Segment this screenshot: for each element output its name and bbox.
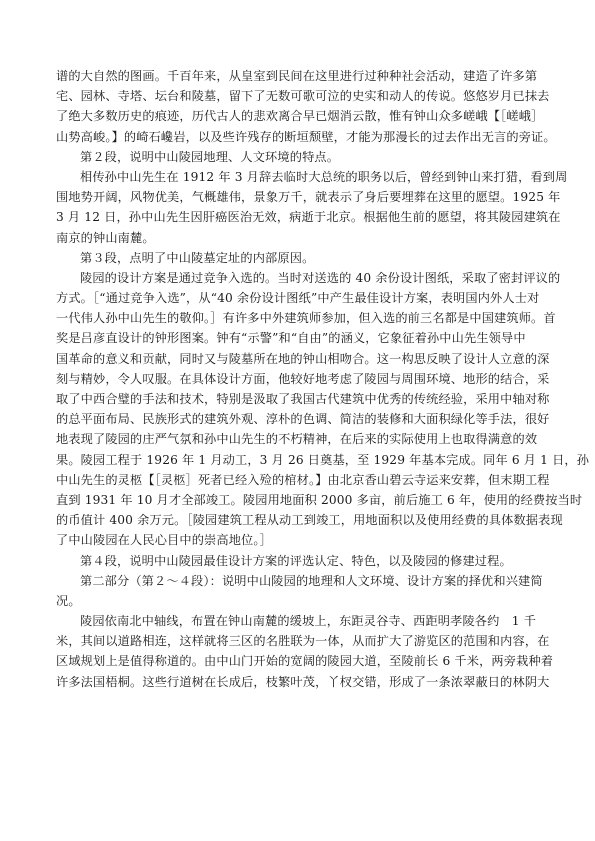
- text-line: 的总平面布局、民族形式的建筑外观、淳朴的色调、简洁的装修和大面积绿化等手法，很好: [56, 412, 550, 427]
- text-line: 的币值计 400 余万元。［陵园建筑工程从动工到竣工，用地面积以及使用经费的具体数据表现: [56, 513, 563, 528]
- text-line: 3 月 12 日，孙中山先生因肝癌医治无效，病逝于北京。根据他生前的愿望，将其陵园建筑在: [56, 210, 561, 225]
- text-line: 地表现了陵园的庄严气氛和孙中山先生的不朽精神，在后来的实际使用上也取得满意的效: [56, 432, 538, 447]
- text-line: 南京的钟山南麓。: [56, 230, 155, 245]
- text-line: 陵园依南北中轴线，布置在钟山南麓的缓坡上，东距灵谷寺、西距明孝陵各约 1 千: [80, 614, 537, 629]
- text-line: 相传孙中山先生在 1912 年 3 月辞去临时大总统的职务以后，曾经到钟山来打猎，看到周: [80, 169, 568, 184]
- text-line: 直到 1931 年 10 月才全部竣工。陵园用地面积 2000 多亩，前后施工 6 年，使用的经费按当时: [56, 492, 583, 507]
- text-line: 方式。［“通过竞争入选”，从“40 余份设计图纸”中产生最佳设计方案，表明国内外人士对: [56, 291, 540, 306]
- text-line: 第４段，说明中山陵园最佳设计方案的评选认定、特色，以及陵园的修建过程。: [80, 553, 512, 568]
- body-text: [56, 66, 590, 692]
- text-line: 围地势开阔，风物优美，气概雄伟，景象万千，就表示了身后要埋葬在这里的愿望。1925 年: [56, 190, 561, 205]
- text-line: 米，其间以道路相连，这样就将三区的名胜联为一体，从而扩大了游览区的范围和内容，在: [56, 634, 550, 649]
- text-line: 取了中西合璧的手法和技术，特别是汲取了我国古代建筑中优秀的传统经验，采用中轴对称: [56, 392, 550, 406]
- text-line: 了中山陵园在人民心目中的崇高地位。］: [56, 533, 272, 548]
- text-line: 山势高峻。】的崎石巉岩，以及些许残存的断垣颓壁，才能为那漫长的过去作出无言的旁证。: [56, 129, 556, 144]
- text-line: 了绝大多数历史的痕迹，历代古人的悲欢离合早已烟消云散，惟有钟山众多嵯峨【［嵯峨］: [56, 109, 544, 124]
- text-line: 中山先生的灵柩【［灵柩］死者已经入殓的棺材。】由北京香山碧云寺运来安葬，但末期工程: [56, 472, 550, 487]
- text-line: 果。陵园工程于 1926 年 1 月动工，3 月 26 日奠基，至 1929 年基本完成。同年 6 月 1 日，孙: [56, 452, 590, 467]
- text-line: 第３段，点明了中山陵墓定址的内部原因。: [80, 250, 315, 265]
- text-line: 许多法国梧桐。这些行道树在长成后，枝繁叶茂，丫杈交错，形成了一条浓翠蔽日的林阴大: [56, 674, 550, 689]
- text-line: 区域规划上是值得称道的。由中山门开始的宽阔的陵园大道，至陵前长 6 千米，两旁栽种着: [56, 654, 554, 669]
- text-line: 况。: [56, 593, 81, 608]
- text-line: 宅、园林、寺塔、坛台和陵墓，留下了无数可歌可泣的史实和动人的传说。悠悠岁月已抹去: [56, 89, 550, 104]
- text-line: 奖是吕彦直设计的钟形图案。钟有“示警”和“自由”的涵义，它象征着孙中山先生领导中: [56, 331, 526, 346]
- text-line: 陵园的设计方案是通过竞争入选的。当时对送选的 40 余份设计图纸，采取了密封评议的: [80, 270, 561, 285]
- text-line: 第二部分（第２～４段）：说明中山陵园的地理和人文环境、设计方案的择优和兴建简: [80, 573, 543, 588]
- text-line: 第２段，说明中山陵园地理、人文环境的特点。: [80, 149, 340, 164]
- text-line: 刻与精妙，令人叹服。在具体设计方面，他较好地考虑了陵园与周围环境、地形的结合，采: [56, 371, 550, 386]
- text-line: 谱的大自然的图画。千百年来，从皇室到民间在这里进行过种种社会活动，建造了许多第: [56, 69, 538, 83]
- text-line: 一代伟人孙中山先生的敬仰。］有许多中外建筑师参加，但入选的前三名都是中国建筑师。首: [56, 311, 556, 326]
- text-line: 国革命的意义和贡献，同时又与陵墓所在地的钟山相吻合。这一构思反映了设计人立意的深: [56, 351, 550, 366]
